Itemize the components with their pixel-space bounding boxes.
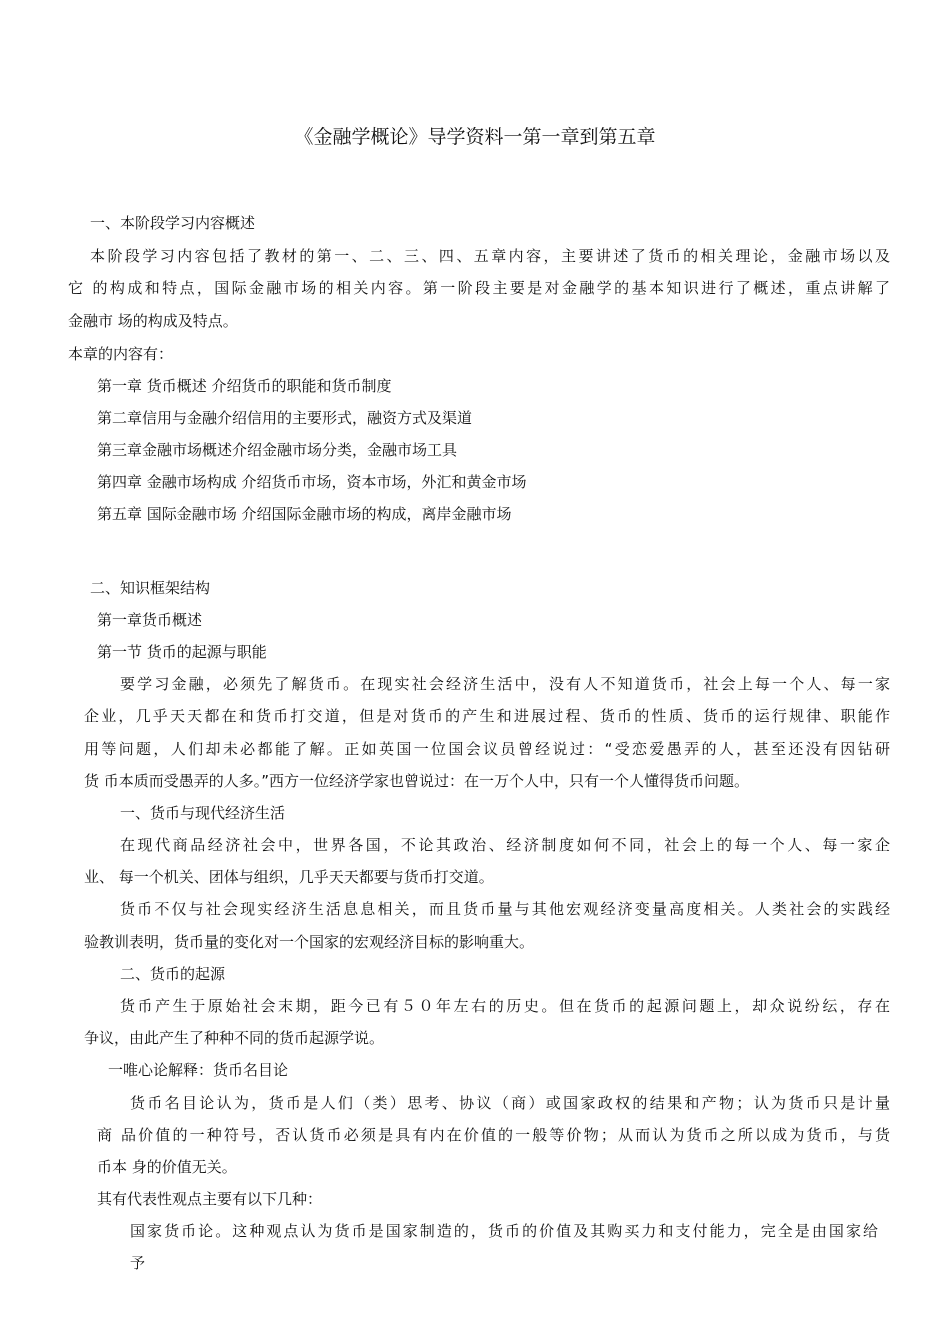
paragraph-line: 争议，由此产生了种种不同的货币起源学说。: [84, 1029, 385, 1047]
section-heading-framework: 二、知识框架结构: [90, 579, 211, 597]
paragraph-line: 商 品价值的一种符号，否认货币必须是具有内在价值的一般等价物；从而认为货币之所以成为货币，与货: [97, 1126, 890, 1144]
chapter-title: 第一章货币概述: [97, 611, 203, 629]
theory-title: 一唯心论解释：货币名目论: [108, 1061, 289, 1079]
paragraph-line: 业、 每一个机关、团体与组织，几乎天天都要与货币打交道。: [84, 868, 494, 886]
paragraph-line: 用等问题，人们却未必都能了解。正如英国一位国会议员曾经说过：“受恋爱愚弄的人，甚至还没有因钻研: [84, 740, 890, 758]
subsection-title: 二、货币的起源: [120, 965, 226, 983]
paragraph-line: 予: [130, 1254, 146, 1272]
section-title: 第一节 货币的起源与职能: [97, 643, 267, 661]
paragraph-line: 币本 身的价值无关。: [97, 1158, 237, 1176]
paragraph-line: 要学习金融，必须先了解货币。在现实社会经济生活中，没有人不知道货币，社会上每一个人、每一家: [120, 675, 890, 693]
subsection-title: 一、货币与现代经济生活: [120, 804, 286, 822]
paragraph-line: 金融市 场的构成及特点。: [68, 312, 238, 330]
paragraph-line: 货币不仅与社会现实经济生活息息相关，而且货币量与其他宏观经济变量高度相关。人类社会的实践经: [120, 900, 890, 918]
paragraph-line: 验教训表明，货币量的变化对一个国家的宏观经济目标的影响重大。: [84, 933, 535, 951]
paragraph-line: 货 币本质而受愚弄的人多。”西方一位经济学家也曾说过：在一万个人中，只有一个人懂得货币问题。: [84, 772, 750, 790]
chapter-item: 第一章 货币概述 介绍货币的职能和货币制度: [97, 377, 392, 395]
paragraph-line: 货币名目论认为，货币是人们（类）思考、协议（商）或国家政权的结果和产物；认为货币只是计量: [130, 1094, 890, 1112]
chapter-item: 第三章金融市场概述介绍金融市场分类，金融市场工具: [97, 441, 458, 459]
paragraph-line: 货币产生于原始社会末期，距今已有５０年左右的历史。但在货币的起源问题上，却众说纷纭，存在: [120, 997, 890, 1015]
chapter-item: 第五章 国际金融市场 介绍国际金融市场的构成，离岸金融市场: [97, 505, 512, 523]
chapters-intro: 本章的内容有：: [68, 345, 174, 363]
paragraph-line: 企业，几乎天天都在和货币打交道，但是对货币的产生和进展过程、货币的性质、货币的运行规律、职能作: [84, 707, 890, 725]
section-heading-overview: 一、本阶段学习内容概述: [90, 214, 256, 232]
paragraph-line: 国家货币论。这种观点认为货币是国家制造的，货币的价值及其购买力和支付能力，完全是由国家给: [130, 1222, 878, 1240]
views-intro: 其有代表性观点主要有以下几种：: [97, 1190, 323, 1208]
chapter-item: 第四章 金融市场构成 介绍货币市场，资本市场，外汇和黄金市场: [97, 473, 527, 491]
chapter-item: 第二章信用与金融介绍信用的主要形式，融资方式及渠道: [97, 409, 473, 427]
paragraph-line: 本阶段学习内容包括了教材的第一、二、三、四、五章内容，主要讲述了货币的相关理论，金融市场以及: [90, 247, 890, 265]
paragraph-line: 它 的构成和特点，国际金融市场的相关内容。第一阶段主要是对金融学的基本知识进行了概述，重点讲解了: [68, 279, 890, 297]
document-title: 《金融学概论》导学资料一第一章到第五章: [294, 126, 656, 148]
paragraph-line: 在现代商品经济社会中，世界各国，不论其政治、经济制度如何不同，社会上的每一个人、每一家企: [120, 836, 890, 854]
